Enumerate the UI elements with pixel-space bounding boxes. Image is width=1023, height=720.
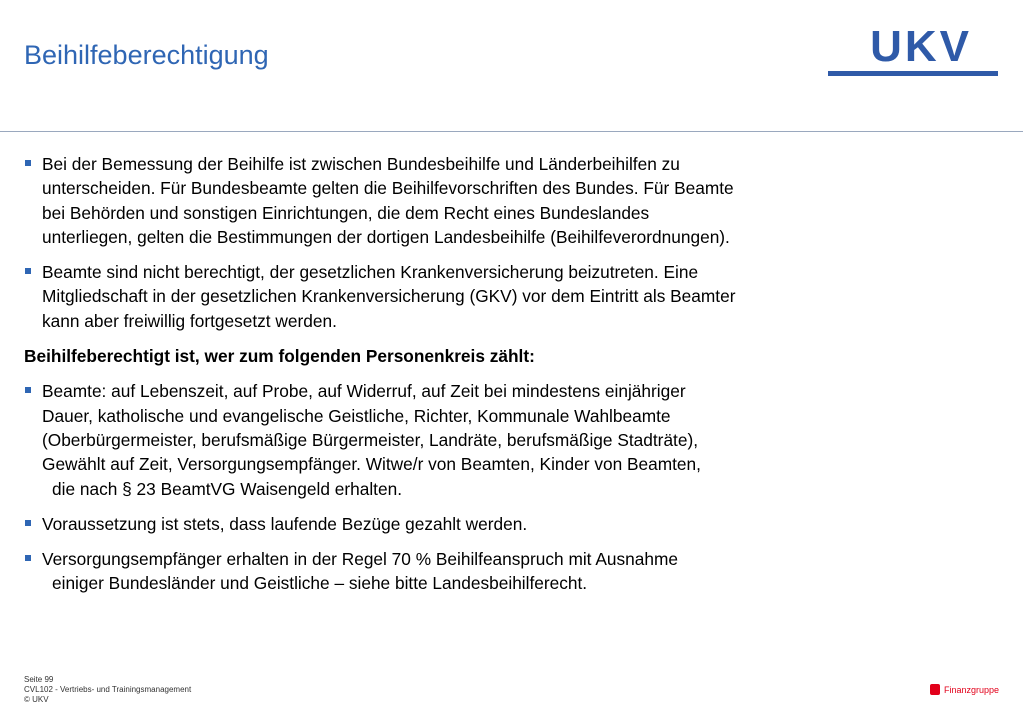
text-line: Beamte: auf Lebenszeit, auf Probe, auf Widerruf, auf Zeit bei mindestens einjähriger xyxy=(42,381,686,402)
course-name: CVL102 - Vertriebs- und Trainingsmanagement xyxy=(24,685,192,694)
text-line: Voraussetzung ist stets, dass laufende Bezüge gezahlt werden. xyxy=(42,513,528,534)
bullet-item xyxy=(22,547,882,596)
logo-text: UKV xyxy=(870,22,972,71)
bullet-item xyxy=(22,152,882,249)
text-line: die nach § 23 BeamtVG Waisengeld erhalten. xyxy=(52,478,402,499)
text-line: unterscheiden. Für Bundesbeamte gelten die Beihilfevorschriften des Bundes. Für Beamte xyxy=(42,178,734,199)
text-line: Beamte sind nicht berechtigt, der gesetzlichen Krankenversicherung beizutreten. Eine xyxy=(42,262,699,283)
footer xyxy=(24,675,191,705)
square-bullet-icon xyxy=(25,387,31,393)
text-line: bei Behörden und sonstigen Einrichtungen, die dem Recht eines Bundeslandes xyxy=(42,202,650,223)
section-heading: Beihilfeberechtigt ist, wer zum folgenden Personenkreis zählt: xyxy=(24,346,535,367)
logo-underline xyxy=(828,71,998,76)
slide-content xyxy=(22,152,882,596)
sparkasse-icon xyxy=(930,684,940,695)
text-line: Bei der Bemessung der Beihilfe ist zwischen Bundesbeihilfe und Länderbeihilfen zu xyxy=(42,154,680,174)
text-line: einiger Bundesländer und Geistliche – siehe bitte Landesbeihilferecht. xyxy=(52,573,588,594)
brand-text: Finanzgruppe xyxy=(943,684,999,695)
slide-title: Beihilfeberechtigung xyxy=(24,40,269,70)
square-bullet-icon xyxy=(25,160,31,166)
text-line: (Oberbürgermeister, berufsmäßige Bürgermeister, Landräte, berufsmäßige Stadträte), xyxy=(42,429,699,450)
page-number: Seite 99 xyxy=(24,675,54,684)
copyright: © UKV xyxy=(24,695,49,704)
text-line: Gewählt auf Zeit, Versorgungsempfänger. Witwe/r von Beamten, Kinder von Beamten, xyxy=(42,454,701,475)
text-line: Versorgungsempfänger erhalten in der Regel 70 % Beihilfeanspruch mit Ausnahme xyxy=(42,549,678,570)
bullet-item xyxy=(22,512,882,536)
text-line: unterliegen, gelten die Bestimmungen der dortigen Landesbeihilfe (Beihilfeverordnungen). xyxy=(42,226,730,247)
text-line: kann aber freiwillig fortgesetzt werden. xyxy=(42,310,337,331)
header-divider xyxy=(0,131,1023,132)
text-line: Dauer, katholische und evangelische Geistliche, Richter, Kommunale Wahlbeamte xyxy=(42,405,671,426)
square-bullet-icon xyxy=(25,520,31,526)
text-line: Mitgliedschaft in der gesetzlichen Krankenversicherung (GKV) vor dem Eintritt als Beamter xyxy=(42,286,736,307)
bullet-item xyxy=(22,260,882,333)
square-bullet-icon xyxy=(25,555,31,561)
finanzgruppe-logo xyxy=(930,684,999,695)
ukv-logo xyxy=(828,24,998,76)
square-bullet-icon xyxy=(25,268,31,274)
bullet-item xyxy=(22,379,882,500)
